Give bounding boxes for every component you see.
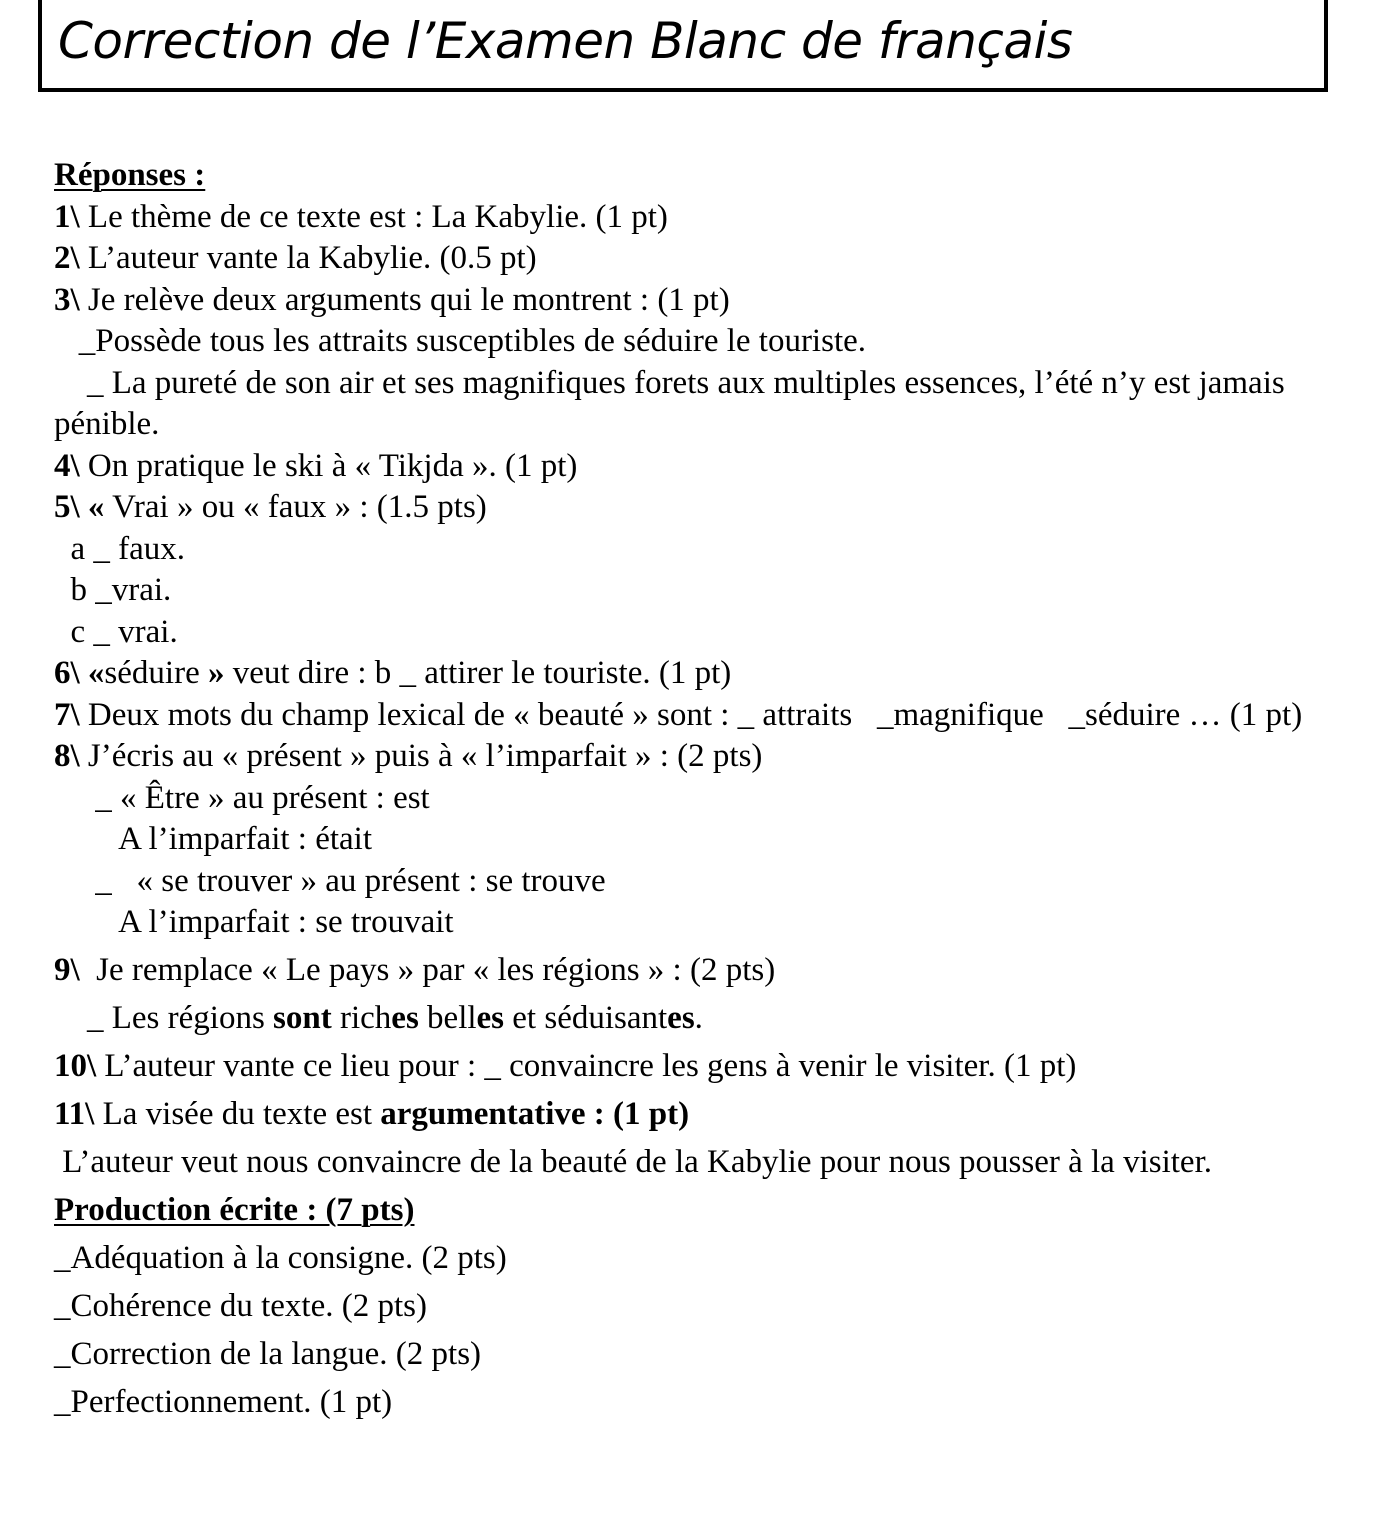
answer-number: 11\ xyxy=(54,1096,95,1132)
answer-number: 8\ xyxy=(54,738,80,774)
answer-text: On pratique le ski à « Tikjda ». (1 pt) xyxy=(79,447,578,484)
production-item: _Adéquation à la consigne. (2 pts) xyxy=(54,1240,507,1276)
sentence-bold: es xyxy=(667,1000,695,1036)
answer-4 xyxy=(54,446,1344,488)
sentence-bold: es xyxy=(391,1000,419,1036)
answers-section xyxy=(54,155,1344,1424)
answer-number: 7\ xyxy=(54,696,80,733)
answer-number: 3\ xyxy=(54,281,80,318)
closing-quote: » xyxy=(207,655,225,691)
argument-2: _ La pureté de son air et ses magnifiques forets aux multiples essences, l’été n’y est jamais pénible. xyxy=(54,364,1293,442)
argument-1: _Possède tous les attraits susceptibles de séduire le touriste. xyxy=(54,323,867,359)
sentence-part: rich xyxy=(331,1000,392,1036)
answer-2 xyxy=(54,238,1344,280)
answer-6 xyxy=(54,653,1344,695)
sentence-bold: es xyxy=(476,1000,505,1036)
production-item: _Perfectionnement. (1 pt) xyxy=(54,1384,393,1420)
answer-number: 6\ « xyxy=(54,655,105,691)
conjugation-4: A l’imparfait : se trouvait xyxy=(54,904,454,940)
answer-text: Je remplace « Le pays » par « les régions » : (2 pts) xyxy=(79,952,776,988)
answer-text: Vrai » ou « faux » : (1.5 pts) xyxy=(104,489,487,525)
answer-7 xyxy=(54,695,1344,737)
answer-number: 1\ xyxy=(54,198,80,235)
answer-9 xyxy=(54,950,1344,992)
answer-text: La visée du texte est xyxy=(94,1096,381,1132)
page-title: Correction de l’Examen Blanc de français xyxy=(58,12,1073,70)
conjugation-1: _ « Être » au présent : est xyxy=(54,779,430,816)
answer-text: Deux mots du champ lexical de « beauté » sont : _ attraits _magnifique _séduire … (1 pt) xyxy=(79,696,1303,733)
answer-bold: argumentative : (1 pt) xyxy=(380,1096,690,1132)
sentence-part: et séduisant xyxy=(504,1000,668,1036)
answer-8 xyxy=(54,736,1344,778)
production-heading: Production écrite : (7 pts) xyxy=(54,1192,415,1228)
answer-text: Je relève deux arguments qui le montrent : (1 pt) xyxy=(79,281,730,318)
answer-text: Le thème de ce texte est : La Kabylie. (1 pt) xyxy=(79,198,668,235)
answer-5 xyxy=(54,487,1344,529)
answer-5-a: a _ faux. xyxy=(54,530,186,567)
production-item: _Cohérence du texte. (2 pts) xyxy=(54,1288,427,1324)
answer-number: 10\ xyxy=(54,1048,97,1084)
answer-11 xyxy=(54,1094,1344,1136)
answer-text: J’écris au « présent » puis à « l’imparfait » : (2 pts) xyxy=(79,738,763,774)
answer-number: 2\ xyxy=(54,240,80,276)
answer-number: 9\ xyxy=(54,952,80,988)
answer-5-c: c _ vrai. xyxy=(54,613,178,650)
answer-5-b: b _vrai. xyxy=(54,572,172,608)
answer-number: 4\ xyxy=(54,447,80,484)
answer-10 xyxy=(54,1046,1344,1088)
answer-1 xyxy=(54,197,1344,239)
answer-9-sentence xyxy=(54,998,1344,1040)
production-item: _Correction de la langue. (2 pts) xyxy=(54,1336,482,1372)
answer-text: L’auteur vante la Kabylie. (0.5 pt) xyxy=(79,240,537,276)
sentence-bold: sont xyxy=(273,1000,332,1036)
sentence-part: _ Les régions xyxy=(54,1000,274,1036)
sentence-part: . xyxy=(694,1000,703,1036)
conjugation-3: _ « se trouver » au présent : se trouve xyxy=(54,862,606,899)
answer-11-explanation: L’auteur veut nous convaincre de la beauté de la Kabylie pour nous pousser à la visiter. xyxy=(54,1144,1212,1180)
sentence-part: bell xyxy=(418,1000,477,1036)
conjugation-2: A l’imparfait : était xyxy=(54,821,373,857)
answer-number: 5\ « xyxy=(54,489,105,525)
answer-text-rest: veut dire : b _ attirer le touriste. (1 pt) xyxy=(224,655,732,691)
answer-text: séduire xyxy=(104,655,208,691)
answer-text: L’auteur vante ce lieu pour : _ convaincre les gens à venir le visiter. (1 pt) xyxy=(96,1048,1077,1084)
reponses-heading: Réponses : xyxy=(54,157,206,193)
title-box xyxy=(38,0,1328,92)
answer-3 xyxy=(54,280,1344,322)
